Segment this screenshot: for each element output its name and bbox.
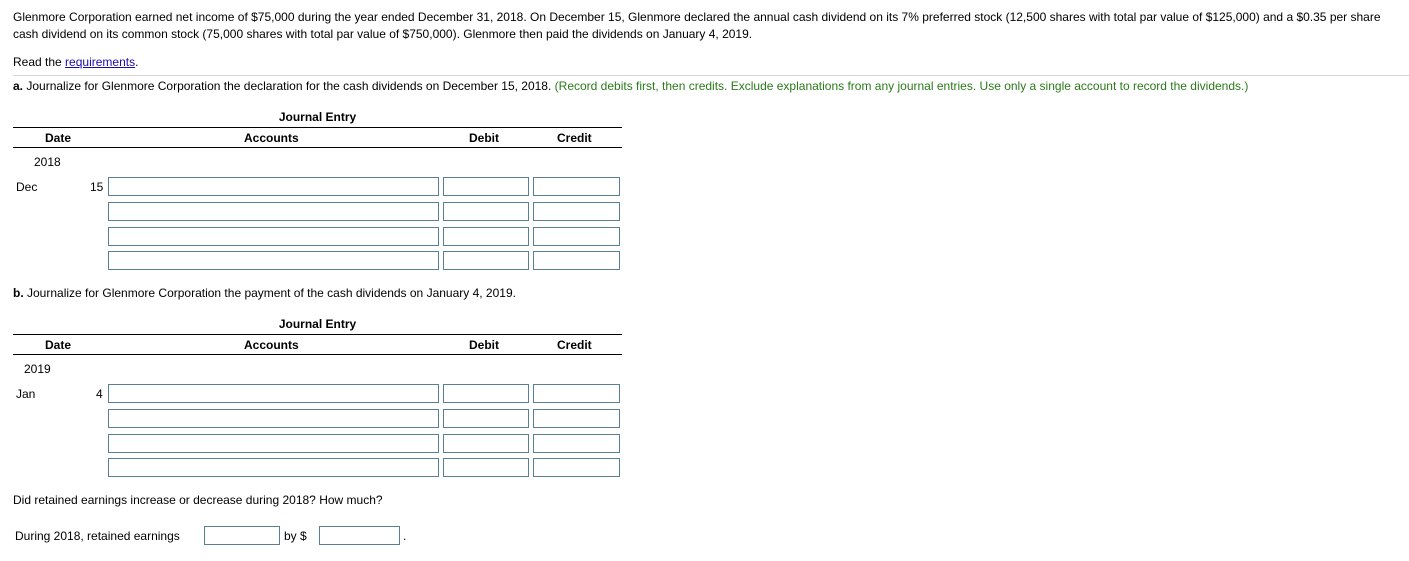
journal-b-debit-input-3[interactable] — [443, 434, 529, 453]
journal-a-account-input-4[interactable] — [108, 251, 439, 270]
journal-a-header-bottom-line — [13, 147, 622, 148]
journal-b-debit-input-1[interactable] — [443, 384, 529, 403]
divider — [13, 75, 1409, 76]
journal-a-day: 15 — [90, 180, 104, 194]
retained-earnings-amount-input[interactable] — [319, 526, 400, 545]
journal-a-credit-input-4[interactable] — [533, 251, 620, 270]
read-suffix: . — [135, 55, 139, 69]
part-b-label: b. — [13, 286, 24, 300]
journal-b-credit-input-4[interactable] — [533, 458, 620, 477]
journal-a-year: 2018 — [34, 155, 61, 169]
journal-a-col-debit: Debit — [469, 131, 499, 145]
part-a-text: Journalize for Glenmore Corporation the declaration for the cash dividends on December 15, 2018. — [23, 79, 555, 93]
journal-a-debit-input-1[interactable] — [443, 177, 529, 196]
journal-a-account-input-1[interactable] — [108, 177, 439, 196]
journal-a-header-top-line — [13, 127, 622, 128]
journal-b-account-input-1[interactable] — [108, 384, 439, 403]
journal-a-debit-input-3[interactable] — [443, 227, 529, 246]
journal-a-debit-input-4[interactable] — [443, 251, 529, 270]
increase-decrease-select[interactable] — [204, 526, 280, 545]
journal-a-account-input-2[interactable] — [108, 202, 439, 221]
sentence-period: . — [403, 529, 407, 543]
journal-a-credit-input-2[interactable] — [533, 202, 620, 221]
part-a-label: a. — [13, 79, 24, 93]
part-b-text: Journalize for Glenmore Corporation the payment of the cash dividends on January 4, 2019. — [23, 286, 516, 300]
read-requirements — [13, 55, 138, 70]
journal-b-col-date: Date — [45, 338, 72, 352]
read-prefix: Read the — [13, 55, 66, 69]
journal-b-col-accounts: Accounts — [244, 338, 299, 352]
journal-b-header-bottom-line — [13, 354, 622, 355]
journal-b-day: 4 — [96, 387, 103, 401]
problem-statement: Glenmore Corporation earned net income of $75,000 during the year ended December 31, 2018. On December 15, Glenmore declared the annual cash dividend on its 7% preferred stock (12,500 shares with total par value of $125,000) and a $0.35 per share cash dividend on its common stock (75,000 shares with total par value of $750,000). Glenmore then paid the dividends on January 4, 2019. — [13, 10, 1381, 41]
journal-b-account-input-4[interactable] — [108, 458, 439, 477]
journal-b-month: Jan — [16, 387, 36, 401]
journal-b-account-input-3[interactable] — [108, 434, 439, 453]
journal-a-account-input-3[interactable] — [108, 227, 439, 246]
journal-b-year: 2019 — [24, 362, 51, 376]
journal-b-col-credit: Credit — [557, 338, 592, 352]
journal-b-title: Journal Entry — [278, 317, 357, 331]
journal-a-month: Dec — [16, 180, 38, 194]
by-dollar-label: by $ — [284, 529, 307, 543]
part-a-instruction: (Record debits first, then credits. Exclude explanations from any journal entries. Use only a single account to record the dividends.) — [554, 79, 1249, 93]
journal-b-col-debit: Debit — [469, 338, 499, 352]
journal-b-debit-input-4[interactable] — [443, 458, 529, 477]
journal-a-col-accounts: Accounts — [244, 131, 299, 145]
journal-a-credit-input-1[interactable] — [533, 177, 620, 196]
retained-earnings-question: Did retained earnings increase or decrease during 2018? How much? — [13, 493, 383, 507]
journal-a-credit-input-3[interactable] — [533, 227, 620, 246]
journal-a-title: Journal Entry — [278, 110, 357, 124]
journal-b-credit-input-2[interactable] — [533, 409, 620, 428]
part-a-question — [13, 79, 1248, 94]
journal-a-debit-input-2[interactable] — [443, 202, 529, 221]
journal-a-col-credit: Credit — [557, 131, 592, 145]
journal-a-col-date: Date — [45, 131, 72, 145]
requirements-link[interactable]: requirements — [65, 55, 136, 69]
journal-b-account-input-2[interactable] — [108, 409, 439, 428]
journal-b-debit-input-2[interactable] — [443, 409, 529, 428]
part-b-question — [13, 286, 516, 301]
journal-b-credit-input-1[interactable] — [533, 384, 620, 403]
journal-b-credit-input-3[interactable] — [533, 434, 620, 453]
retained-earnings-label: During 2018, retained earnings — [15, 529, 180, 543]
journal-b-header-top-line — [13, 334, 622, 335]
